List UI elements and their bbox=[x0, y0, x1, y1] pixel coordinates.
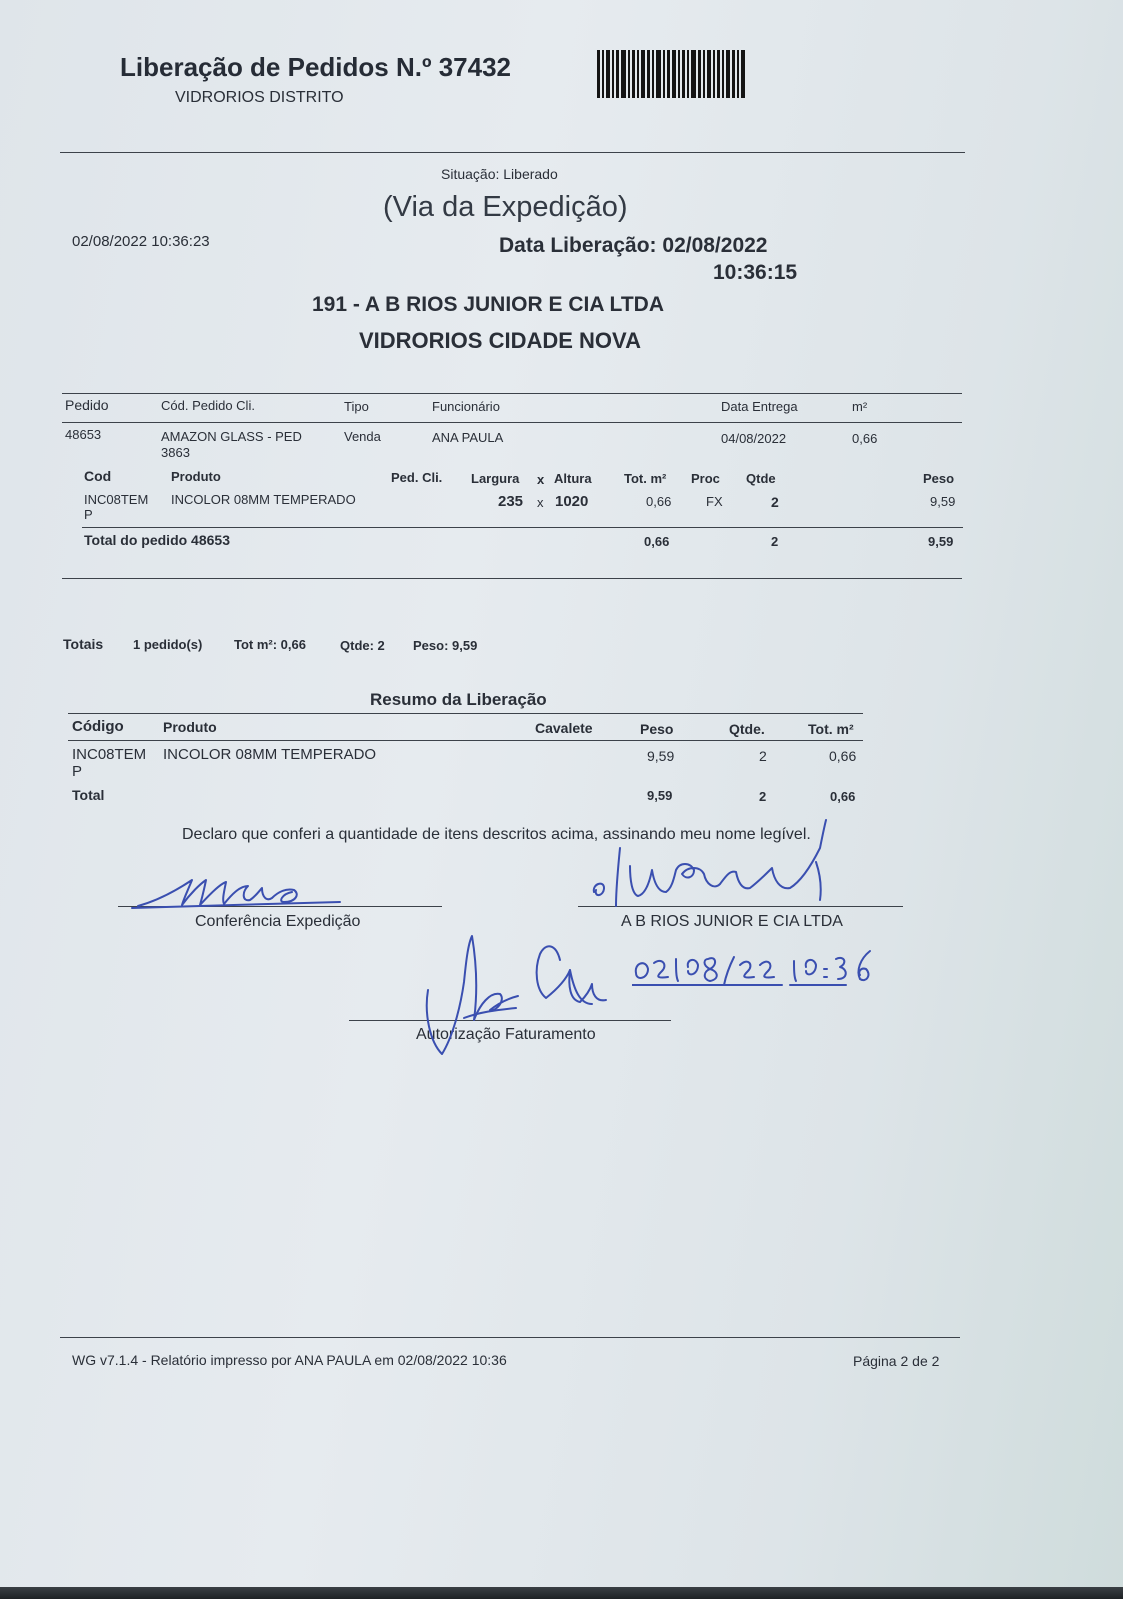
resumo-total-tot-m2: 0,66 bbox=[830, 789, 856, 804]
cliente-label: A B RIOS JUNIOR E CIA LTDA bbox=[621, 913, 843, 930]
item-proc: FX bbox=[706, 494, 723, 509]
item-altura: 1020 bbox=[555, 493, 589, 510]
order-table-top-line bbox=[62, 393, 962, 394]
item-col-tot-m2: Tot. m² bbox=[624, 471, 667, 486]
resumo-title: Resumo da Liberação bbox=[370, 690, 547, 709]
handwritten-date-drawing bbox=[632, 945, 900, 995]
item-col-produto: Produto bbox=[171, 469, 221, 484]
resumo-row-peso: 9,59 bbox=[647, 748, 675, 764]
col-data-entrega: Data Entrega bbox=[721, 399, 798, 414]
resumo-col-peso: Peso bbox=[640, 721, 674, 737]
totais-peso: Peso: 9,59 bbox=[413, 638, 478, 653]
conferencia-label: Conferência Expedição bbox=[195, 913, 361, 930]
print-timestamp: 02/08/2022 10:36:23 bbox=[72, 233, 210, 250]
item-col-proc: Proc bbox=[691, 471, 720, 486]
row-pedido: 48653 bbox=[65, 427, 102, 442]
conferencia-signature bbox=[130, 872, 350, 912]
autorizacao-label: Autorização Faturamento bbox=[416, 1026, 596, 1043]
data-liberacao-time: 10:36:15 bbox=[713, 261, 798, 284]
footer-divider bbox=[60, 1337, 960, 1338]
resumo-header-line bbox=[68, 740, 863, 741]
resumo-row-codigo: INC08TEM bbox=[72, 746, 147, 763]
totais-m2: Tot m²: 0,66 bbox=[234, 637, 306, 652]
item-cod: INC08TEM bbox=[84, 492, 149, 507]
item-col-peso: Peso bbox=[923, 471, 955, 486]
item-col-x: x bbox=[537, 472, 545, 487]
item-col-qtde: Qtde bbox=[746, 471, 776, 486]
col-cod-pedido-cli: Cód. Pedido Cli. bbox=[161, 398, 255, 413]
resumo-col-tot-m2: Tot. m² bbox=[808, 721, 854, 737]
order-total-m2: 0,66 bbox=[644, 534, 670, 549]
col-pedido: Pedido bbox=[65, 397, 109, 413]
resumo-row-qtde: 2 bbox=[759, 748, 767, 764]
resumo-row-tot-m2: 0,66 bbox=[829, 748, 857, 764]
order-total-qtde: 2 bbox=[771, 534, 779, 549]
totais-qtde: Qtde: 2 bbox=[340, 638, 385, 653]
barcode bbox=[597, 50, 755, 98]
row-data-entrega: 04/08/2022 bbox=[721, 431, 787, 446]
client-branch: VIDRORIOS CIDADE NOVA bbox=[359, 328, 641, 353]
footer-page-number: Página 2 de 2 bbox=[853, 1353, 940, 1369]
situacao-text: Situação: Liberado bbox=[441, 166, 558, 182]
order-table-header-line bbox=[62, 422, 962, 423]
client-name: 191 - A B RIOS JUNIOR E CIA LTDA bbox=[312, 293, 664, 316]
header-divider bbox=[60, 152, 965, 153]
resumo-top-line bbox=[68, 713, 863, 714]
photo-background-edge bbox=[0, 1587, 1123, 1599]
col-m2: m² bbox=[852, 399, 868, 414]
resumo-col-codigo: Código bbox=[72, 718, 124, 735]
resumo-total-qtde: 2 bbox=[759, 789, 767, 804]
company-name: VIDRORIOS DISTRITO bbox=[175, 89, 344, 106]
resumo-col-qtde: Qtde. bbox=[729, 721, 765, 737]
totais-pedidos: 1 pedido(s) bbox=[133, 637, 203, 652]
item-peso: 9,59 bbox=[930, 494, 956, 509]
row-cod-pedido-cli-cont: 3863 bbox=[161, 445, 190, 460]
col-tipo: Tipo bbox=[344, 399, 369, 414]
resumo-col-cavalete: Cavalete bbox=[535, 720, 593, 736]
handwritten-date-value bbox=[632, 1000, 639, 1001]
order-total-line bbox=[82, 527, 963, 528]
item-cod-cont: P bbox=[84, 507, 93, 522]
resumo-total-peso: 9,59 bbox=[647, 788, 673, 803]
item-col-ped-cli: Ped. Cli. bbox=[391, 470, 443, 485]
resumo-row-produto: INCOLOR 08MM TEMPERADO bbox=[163, 746, 377, 763]
item-produto: INCOLOR 08MM TEMPERADO bbox=[171, 492, 356, 507]
autorizacao-signature bbox=[420, 930, 620, 1060]
order-total-label: Total do pedido 48653 bbox=[84, 532, 230, 548]
order-total-peso: 9,59 bbox=[928, 534, 954, 549]
via-label: (Via da Expedição) bbox=[383, 191, 628, 223]
row-m2: 0,66 bbox=[852, 431, 878, 446]
data-liberacao: Data Liberação: 02/08/2022 bbox=[499, 234, 768, 257]
item-col-altura: Altura bbox=[554, 471, 592, 486]
order-table-bottom-line bbox=[62, 578, 962, 579]
footer-print-info: WG v7.1.4 - Relatório impresso por ANA PAULA em 02/08/2022 10:36 bbox=[72, 1352, 507, 1368]
row-cod-pedido-cli: AMAZON GLASS - PED bbox=[161, 429, 302, 444]
cliente-signature bbox=[590, 818, 850, 918]
row-funcionario: ANA PAULA bbox=[432, 430, 504, 445]
item-tot-m2: 0,66 bbox=[646, 494, 672, 509]
document-title: Liberação de Pedidos N.º 37432 bbox=[120, 52, 511, 82]
resumo-row-codigo-cont: P bbox=[72, 763, 83, 780]
resumo-col-produto: Produto bbox=[163, 719, 217, 735]
item-largura: 235 bbox=[498, 493, 524, 510]
col-funcionario: Funcionário bbox=[432, 399, 500, 414]
resumo-total-label: Total bbox=[72, 787, 105, 803]
item-x: x bbox=[537, 495, 544, 510]
item-col-largura: Largura bbox=[471, 471, 520, 486]
row-tipo: Venda bbox=[344, 429, 381, 444]
totais-label: Totais bbox=[63, 636, 104, 652]
declaration-text: Declaro que conferi a quantidade de itens descritos acima, assinando meu nome legível. bbox=[182, 826, 811, 843]
item-qtde: 2 bbox=[771, 494, 779, 510]
item-col-cod: Cod bbox=[84, 468, 112, 484]
